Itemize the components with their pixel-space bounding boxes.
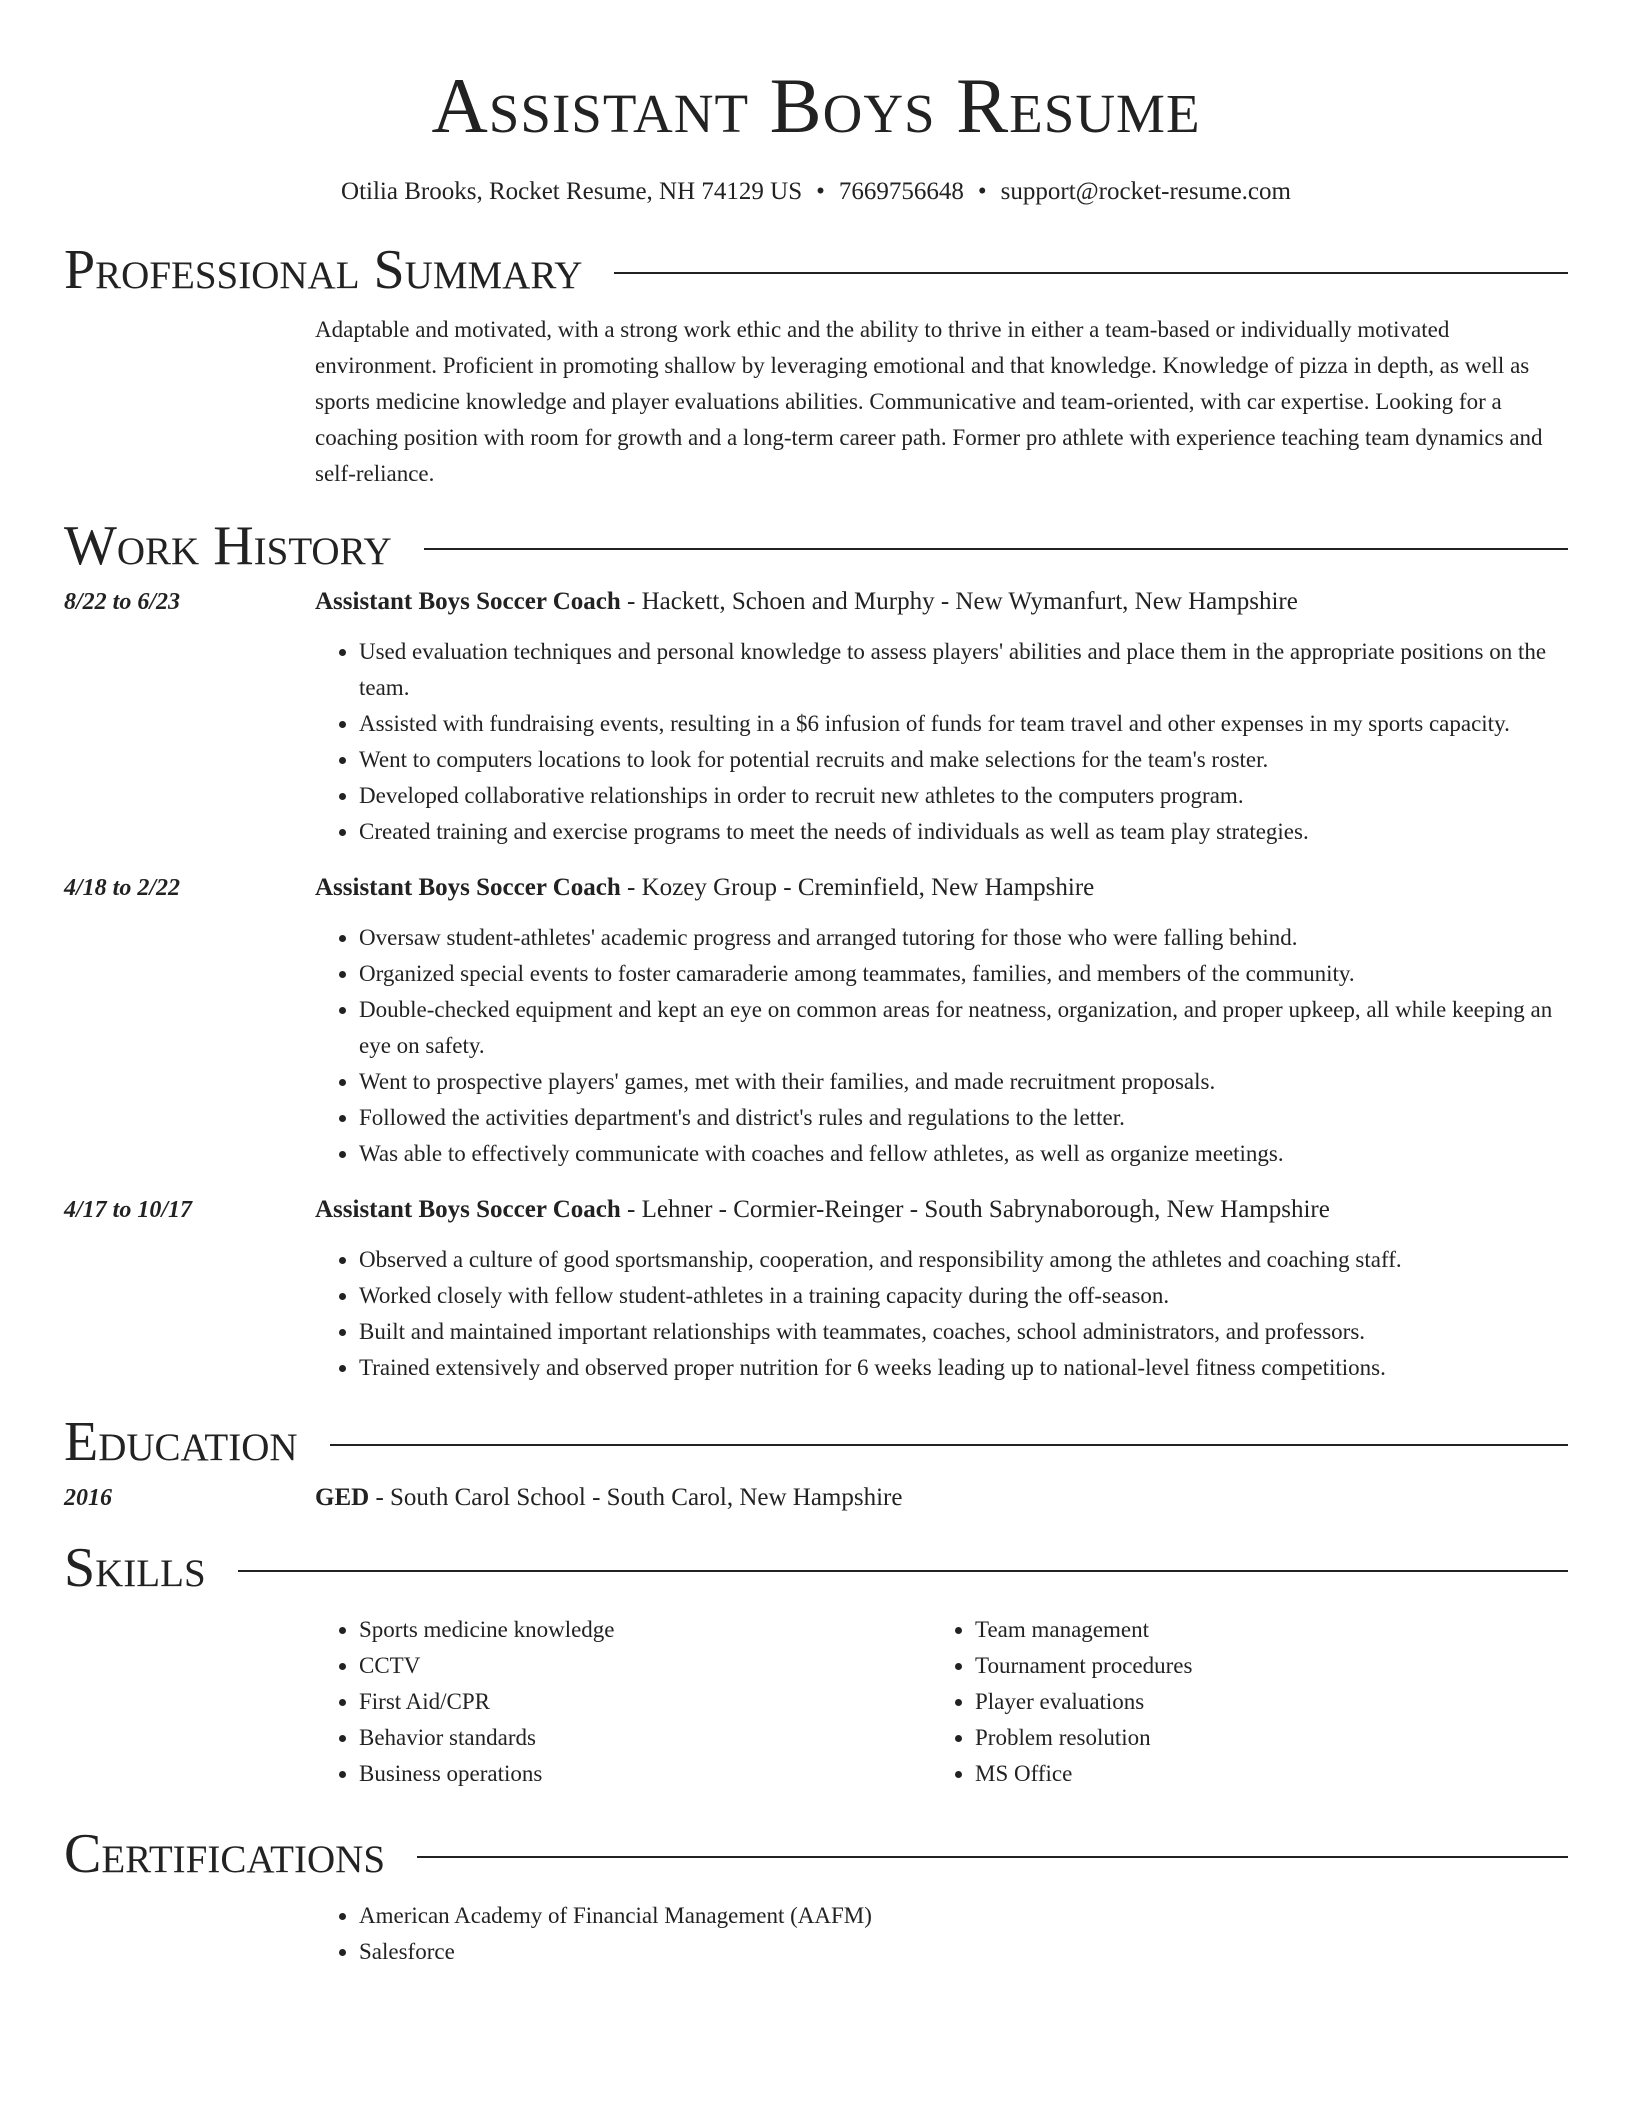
list-item: • Used evaluation techniques and personal knowledge to assess players' abilities and place them in the appropriate positions on the team. — [359, 634, 1568, 706]
job-details: - Hackett, Schoen and Murphy - New Wymanfurt, New Hampshire — [620, 588, 1298, 615]
resume-page — [64, 0, 1568, 1970]
section-header-work-history — [64, 514, 1568, 578]
section-title-skills: Skills — [64, 1537, 206, 1599]
job-entry — [64, 1192, 1568, 1386]
skill-item: • Business operations — [359, 1756, 931, 1792]
education-main — [315, 1480, 1568, 1516]
job-date: 4/18 to 2/22 — [64, 875, 181, 901]
section-header-education — [64, 1410, 1568, 1474]
education-degree: GED — [315, 1484, 370, 1511]
section-header-certifications — [64, 1822, 1568, 1886]
contact-email: support@rocket-resume.com — [1000, 178, 1291, 205]
skill-item: • Sports medicine knowledge — [359, 1612, 931, 1648]
education-date: 2016 — [64, 1485, 112, 1511]
list-item: • Built and maintained important relationships with teammates, coaches, school administrators, and professors. — [359, 1314, 1568, 1350]
list-item: • Worked closely with fellow student-athletes in a training capacity during the off-season. — [359, 1278, 1568, 1314]
job-entry — [64, 584, 1568, 850]
skill-item: • Problem resolution — [975, 1720, 1192, 1756]
list-item: • Trained extensively and observed proper nutrition for 6 weeks leading up to national-level fitness competitions. — [359, 1350, 1568, 1386]
contact-separator: • — [816, 178, 825, 205]
list-item: • Oversaw student-athletes' academic progress and arranged tutoring for those who were falling behind. — [359, 920, 1568, 956]
job-title: Assistant Boys Soccer Coach — [315, 588, 621, 615]
job-date: 4/17 to 10/17 — [64, 1197, 193, 1223]
job-main — [315, 1192, 1568, 1386]
list-item: • Assisted with fundraising events, resulting in a $6 infusion of funds for team travel and other expenses in my sports capacity. — [359, 706, 1568, 742]
section-header-skills — [64, 1536, 1568, 1600]
list-item: • Double-checked equipment and kept an eye on common areas for neatness, organization, and proper upkeep, all while keeping an eye on safety. — [359, 992, 1568, 1064]
list-item: • Went to computers locations to look for potential recruits and make selections for the team's roster. — [359, 742, 1568, 778]
list-item: • Followed the activities department's and district's rules and regulations to the letter. — [359, 1100, 1568, 1136]
job-title: Assistant Boys Soccer Coach — [315, 874, 621, 901]
list-item: • Went to prospective players' games, met with their families, and made recruitment proposals. — [359, 1064, 1568, 1100]
job-title: Assistant Boys Soccer Coach — [315, 1196, 621, 1223]
job-bullets — [315, 920, 1568, 1172]
skills-column-left — [315, 1612, 931, 1792]
section-title-work-history: Work History — [64, 515, 392, 577]
job-entry — [64, 870, 1568, 1172]
skill-item: • Team management — [975, 1612, 1192, 1648]
job-bullets — [315, 634, 1568, 850]
skill-item: • Behavior standards — [359, 1720, 931, 1756]
skill-item: • First Aid/CPR — [359, 1684, 931, 1720]
certification-item: • American Academy of Financial Management (AAFM) — [359, 1898, 1568, 1934]
job-main — [315, 870, 1568, 1172]
section-rule — [238, 1570, 1568, 1572]
contact-line — [64, 176, 1568, 208]
job-bullets — [315, 1242, 1568, 1386]
list-item: • Created training and exercise programs to meet the needs of individuals as well as team play strategies. — [359, 814, 1568, 850]
list-item: • Was able to effectively communicate with coaches and fellow athletes, as well as organize meetings. — [359, 1136, 1568, 1172]
skills-list — [315, 1612, 1568, 1792]
certifications-list — [315, 1898, 1568, 1970]
contact-phone: 7669756648 — [838, 178, 964, 205]
skills-column-right — [931, 1612, 1192, 1792]
section-title-education: Education — [64, 1411, 298, 1473]
section-rule — [417, 1856, 1568, 1858]
skill-item: • Player evaluations — [975, 1684, 1192, 1720]
job-main — [315, 584, 1568, 850]
section-title-summary: Professional Summary — [64, 239, 583, 301]
skill-item: • MS Office — [975, 1756, 1192, 1792]
contact-separator: • — [977, 178, 987, 205]
list-item: • Organized special events to foster camaraderie among teammates, families, and members of the community. — [359, 956, 1568, 992]
contact-address: Otilia Brooks, Rocket Resume, NH 74129 US — [341, 178, 803, 205]
job-details: - Lehner - Cormier-Reinger - South Sabrynaborough, New Hampshire — [620, 1196, 1330, 1223]
section-rule — [614, 272, 1568, 274]
list-item: • Observed a culture of good sportsmanship, cooperation, and responsibility among the athletes and coaching staff. — [359, 1242, 1568, 1278]
job-date: 8/22 to 6/23 — [64, 589, 181, 615]
section-title-certifications: Certifications — [64, 1823, 386, 1885]
list-item: • Developed collaborative relationships in order to recruit new athletes to the computers program. — [359, 778, 1568, 814]
education-details: - South Carol School - South Carol, New Hampshire — [369, 1484, 903, 1511]
job-headline — [315, 870, 1568, 906]
job-headline — [315, 584, 1568, 620]
job-headline — [315, 1192, 1568, 1228]
education-headline — [315, 1480, 1568, 1516]
section-rule — [424, 548, 1568, 550]
resume-title: Assistant Boys Resume — [431, 62, 1201, 149]
section-rule — [330, 1444, 1568, 1446]
skill-item: • CCTV — [359, 1648, 931, 1684]
summary-text: Adaptable and motivated, with a strong work ethic and the ability to thrive in either a team-based or individually motivated environment. Proficient in promoting shallow by leveraging emotional and that knowledge. Knowledge of pizza in depth, as well as sports medicine knowledge and player evaluations abilities. Communicative and team-oriented, with car expertise. Looking for a coaching position with room for growth and a long-term career path. Former pro athlete with experience teaching team dynamics and self-reliance. — [315, 317, 1543, 486]
education-entry — [64, 1480, 1568, 1516]
section-header-summary — [64, 238, 1568, 302]
job-details: - Kozey Group - Creminfield, New Hampshire — [620, 874, 1095, 901]
skill-item: • Tournament procedures — [975, 1648, 1192, 1684]
certification-item: • Salesforce — [359, 1934, 1568, 1970]
